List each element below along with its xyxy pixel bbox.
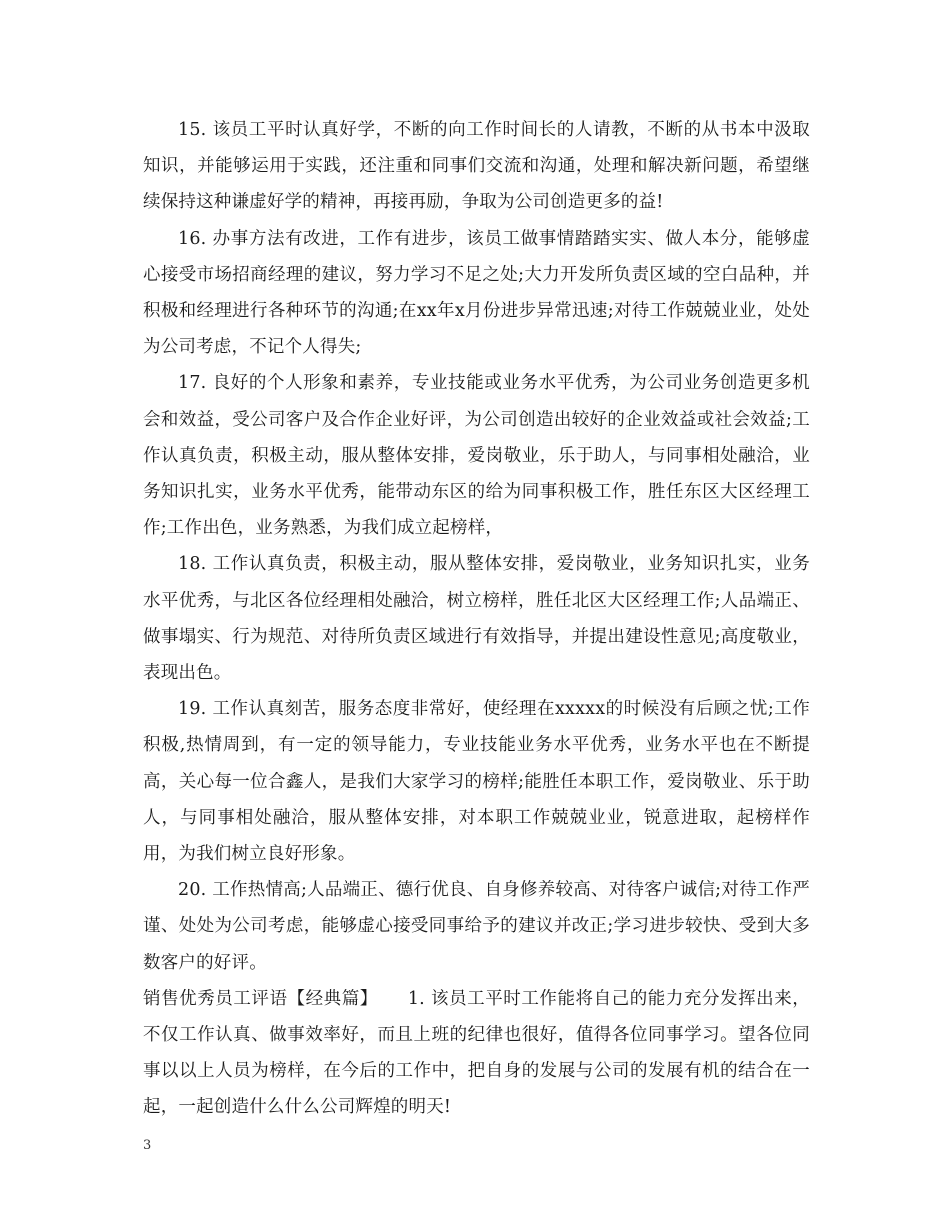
section-paragraph: [143, 981, 810, 1126]
paragraph-19: 19. 工作认真刻苦，服务态度非常好，使经理在xxxxx的时候没有后顾之忧;工作积极,热情周到，有一定的领导能力，专业技能业务水平优秀，业务水平也在不断提高，关心每一位合鑫人，是我们大家学习的榜样;能胜任本职工作，爱岗敬业、乐于助人，与同事相处融洽，服从整体安排，对本职工作兢兢业业，锐意进取，起榜样作用，为我们树立良好形象。: [143, 699, 810, 865]
paragraph-16: 16. 办事方法有改进，工作有进步，该员工做事情踏踏实实、做人本分，能够虚心接受市场招商经理的建议，努力学习不足之处;大力开发所负责区域的空白品种，并积极和经理进行各种环节的沟通;在xx年x月份进步异常迅速;对待工作兢兢业业，处处为公司考虑，不记个人得失;: [143, 228, 810, 358]
section-heading: 销售优秀员工评语【经典篇】: [143, 988, 378, 1009]
paragraph-17: 17. 良好的个人形象和素养，专业技能或业务水平优秀，为公司业务创造更多机会和效益，受公司客户及合作企业好评，为公司创造出较好的企业效益或社会效益;工作认真负责，积极主动，服从整体安排，爱岗敬业，乐于助人，与同事相处融洽，业务知识扎实，业务水平优秀，能带动东区的给为同事积极工作，胜任东区大区经理工作;工作出色，业务熟悉，为我们成立起榜样，: [143, 373, 810, 539]
document-body: [143, 112, 810, 1126]
paragraph-20: 20. 工作热情高;人品端正、德行优良、自身修养较高、对待客户诚信;对待工作严谨、处处为公司考虑，能够虚心接受同事给予的建议并改正;学习进步较快、受到大多数客户的好评。: [143, 880, 810, 973]
section-body: 1. 该员工平时工作能将自己的能力充分发挥出来，不仅工作认真、做事效率好，而且上班的纪律也很好，值得各位同事学习。望各位同事以以上人员为榜样，在今后的工作中，把自身的发展与公司的发展有机的结合在一起，一起创造什么什么公司辉煌的明天!: [143, 988, 810, 1118]
paragraph-18: 18. 工作认真负责，积极主动，服从整体安排，爱岗敬业，业务知识扎实，业务水平优秀，与北区各位经理相处融洽，树立榜样，胜任北区大区经理工作;人品端正、做事塌实、行为规范、对待所负责区域进行有效指导，并提出建设性意见;高度敬业，表现出色。: [143, 554, 810, 684]
paragraph-15: 15. 该员工平时认真好学，不断的向工作时间长的人请教，不断的从书本中汲取知识，并能够运用于实践，还注重和同事们交流和沟通，处理和解决新问题，希望继续保持这种谦虚好学的精神，再接再励，争取为公司创造更多的益!: [143, 120, 810, 213]
page-number: 3: [143, 1138, 152, 1153]
